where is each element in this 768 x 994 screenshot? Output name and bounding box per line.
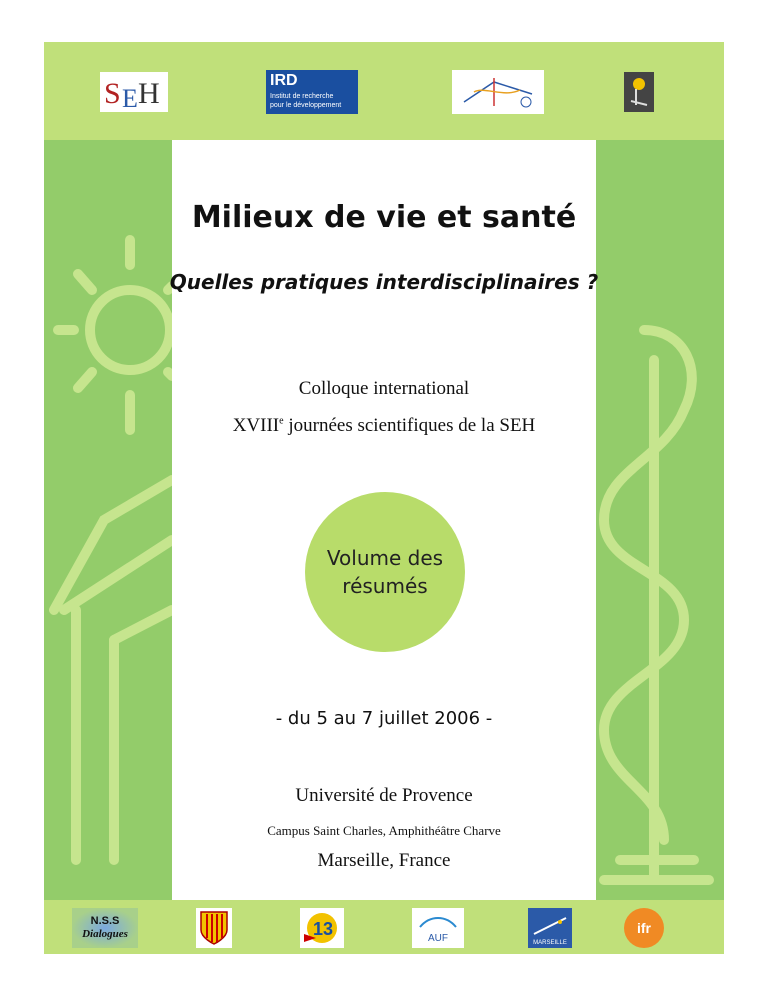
logo-auf	[412, 908, 464, 948]
logo-institute	[624, 72, 654, 112]
university-name: Université de Provence	[295, 785, 473, 806]
ird-abbr: IRD	[270, 72, 298, 89]
journees-prefix: XVIII	[232, 415, 280, 436]
house-roof-icon	[54, 480, 172, 610]
svg-text:H: H	[138, 77, 160, 110]
colloque-line: Colloque international	[298, 378, 470, 399]
volume-line1: Volume des	[326, 546, 444, 570]
ird-line2: pour le développement	[270, 102, 342, 109]
ird-line1: Institut de recherche	[270, 93, 334, 100]
journees-suffix: journées scientifiques de la SEH	[283, 415, 536, 436]
logo-ird	[266, 70, 358, 114]
svg-text:S: S	[104, 77, 121, 110]
journees-line	[172, 415, 596, 437]
journees-superscript: e	[279, 415, 284, 427]
logo-ifr	[624, 908, 664, 948]
page-subtitle: Quelles pratiques interdisciplinaires ?	[169, 270, 599, 294]
caduceus-icon	[604, 330, 692, 840]
volume-line2: résumés	[342, 574, 428, 598]
logo-marseille	[528, 908, 572, 948]
volume-badge	[305, 492, 465, 652]
logo-seh	[100, 72, 168, 112]
logo-partners	[452, 70, 544, 114]
page-title: Milieux de vie et santé	[191, 200, 577, 235]
logo-13	[300, 908, 344, 948]
campus-location: Campus Saint Charles, Amphithéâtre Charve	[267, 823, 501, 838]
ifr-label: ifr	[637, 920, 651, 936]
auf-label: AUF	[428, 932, 448, 944]
logo-crest	[196, 908, 232, 948]
city-name: Marseille, France	[317, 850, 451, 871]
svg-text:13: 13	[313, 919, 334, 939]
nss-line2: Dialogues	[82, 928, 128, 940]
marseille-label: MARSEILLE	[533, 940, 567, 946]
event-dates: - du 5 au 7 juillet 2006 -	[275, 708, 493, 729]
nss-line1: N.S.S	[90, 915, 120, 927]
logo-nss-dialogues	[72, 908, 138, 948]
sun-icon	[90, 290, 170, 370]
svg-text:E: E	[122, 84, 138, 111]
